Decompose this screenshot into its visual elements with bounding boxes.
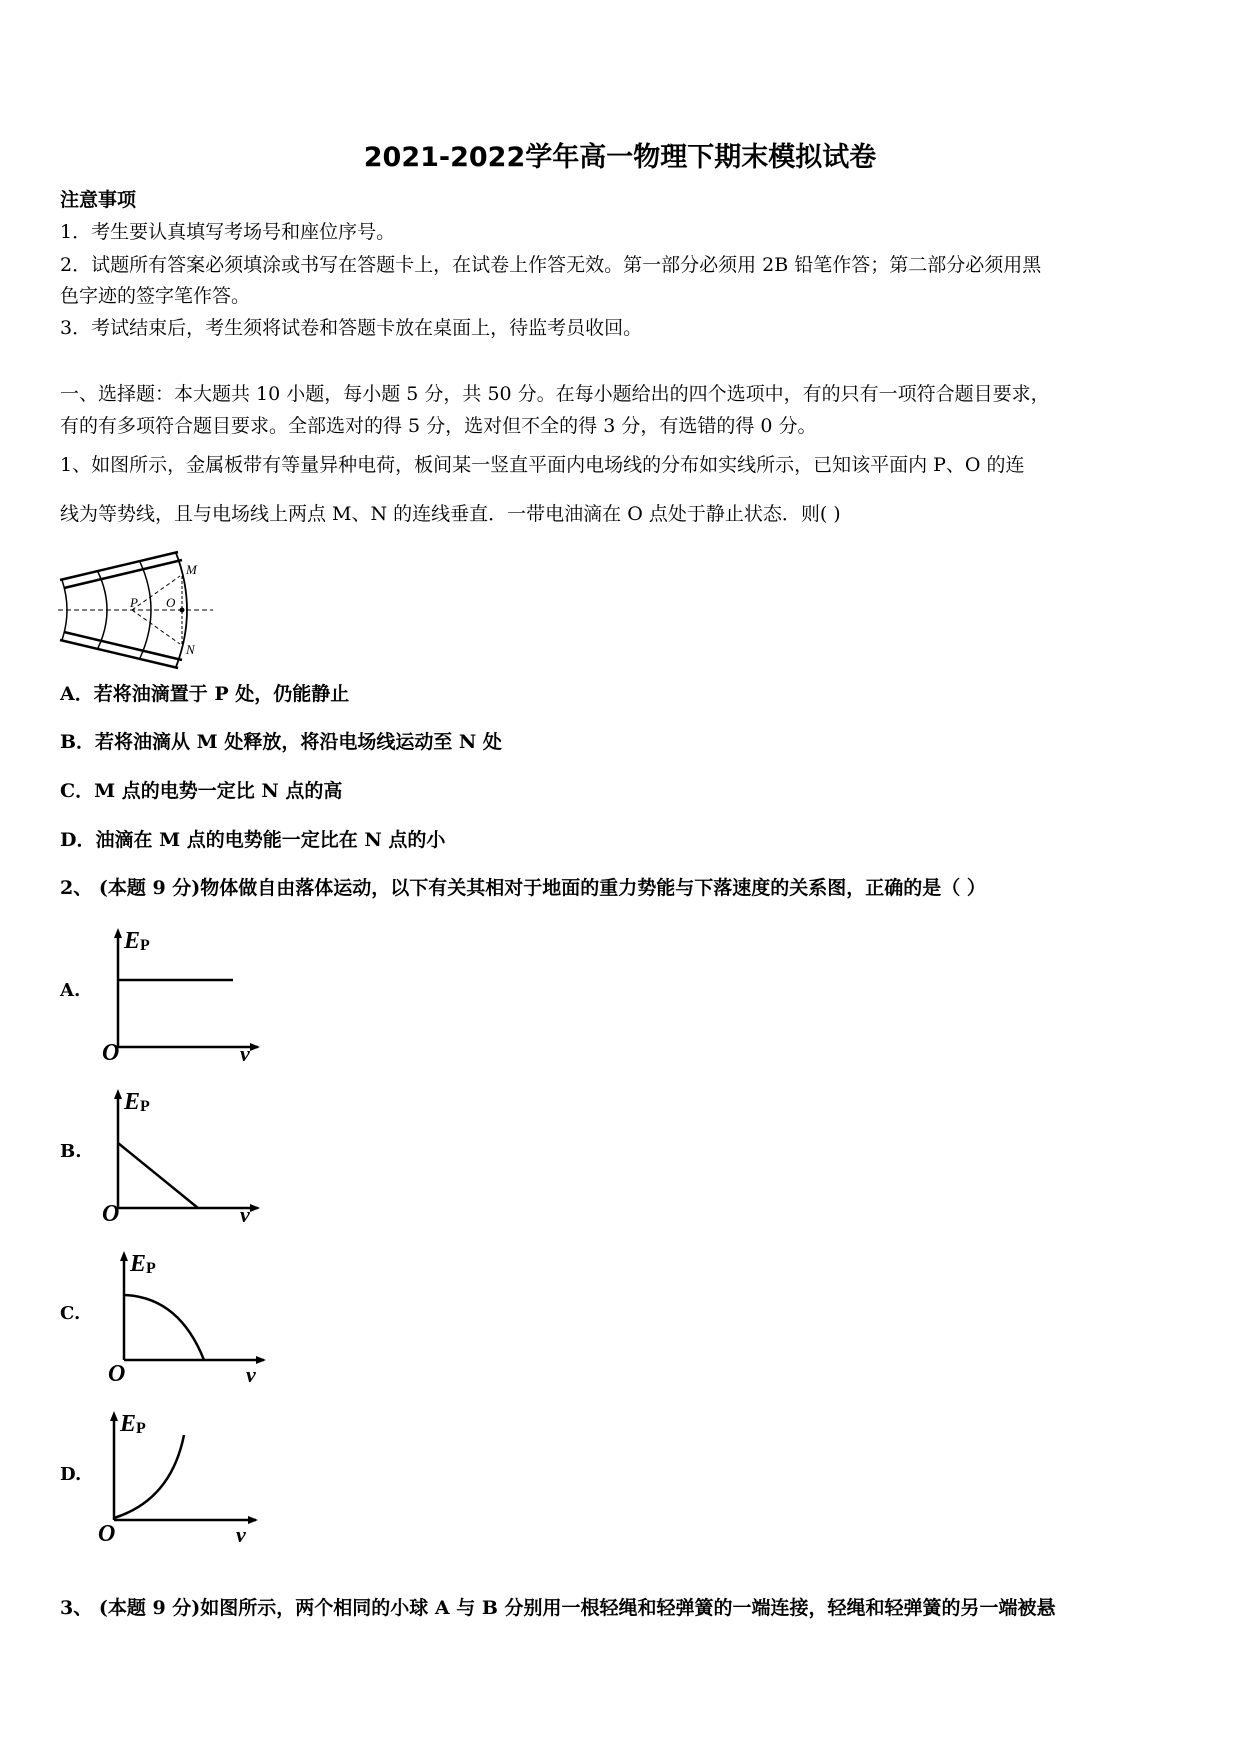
q1-option-c: C．M 点的电势一定比 N 点的高 xyxy=(60,780,343,802)
label-o: O xyxy=(166,595,176,610)
svg-text:EP: EP xyxy=(124,1089,150,1115)
svg-text:v: v xyxy=(246,1362,256,1385)
question-1-stem-1: 1、如图所示，金属板带有等量异种电荷，板间某一竖直平面内电场线的分布如实线所示，已知该平面内 P、O 的连 xyxy=(60,454,1025,476)
svg-text:EP: EP xyxy=(130,1251,156,1277)
q2-graph-d xyxy=(96,1405,266,1545)
q2-option-d-label: D. xyxy=(60,1464,82,1485)
svg-text:O: O xyxy=(102,1201,120,1223)
electric-field-figure xyxy=(58,550,218,670)
q2-graph-b xyxy=(98,1083,268,1223)
q2-option-a-label: A. xyxy=(60,980,81,1001)
svg-text:v: v xyxy=(240,1041,250,1062)
q2-option-b-label: B. xyxy=(60,1141,82,1162)
q1-option-d: D．油滴在 M 点的电势能一定比在 N 点的小 xyxy=(60,829,446,851)
svg-text:v: v xyxy=(240,1202,250,1223)
section-instructions-1: 一、选择题：本大题共 10 小题，每小题 5 分，共 50 分。在每小题给出的四个选项中，有的只有一项符合题目要求， xyxy=(60,383,1050,405)
q1-option-a: A．若将油滴置于 P 处，仍能静止 xyxy=(60,683,350,705)
q1-option-b: B．若将油滴从 M 处释放，将沿电场线运动至 N 处 xyxy=(60,731,502,753)
question-3-stem: 3、 (本题 9 分)如图所示，两个相同的小球 A 与 B 分别用一根轻绳和轻弹簧的一端连接，轻绳和轻弹簧的另一端被悬 xyxy=(60,1597,1056,1619)
svg-text:O: O xyxy=(98,1521,116,1545)
page-title: 2021-2022学年高一物理下期末模拟试卷 xyxy=(363,142,877,173)
label-n: N xyxy=(186,642,195,657)
svg-text:O: O xyxy=(102,1040,120,1062)
q2-graph-c xyxy=(104,1245,274,1385)
question-2-stem: 2、 (本题 9 分)物体做自由落体运动，以下有关其相对于地面的重力势能与下落速度的关系图，正确的是（ ） xyxy=(60,877,986,899)
label-p: P xyxy=(130,595,138,610)
q2-graph-a xyxy=(98,922,268,1062)
svg-text:EP: EP xyxy=(120,1411,146,1437)
notice-item-2: 2．试题所有答案必须填涂或书写在答题卡上，在试卷上作答无效。第一部分必须用 2B 铅笔作答；第二部分必须用黑 xyxy=(60,254,1042,276)
question-1-stem-2: 线为等势线，且与电场线上两点 M、N 的连线垂直．一带电油滴在 O 点处于静止状态．则( ) xyxy=(60,503,841,525)
notice-item-1: 1．考生要认真填写考场号和座位序号。 xyxy=(60,221,396,243)
label-m: M xyxy=(186,562,197,577)
svg-text:EP: EP xyxy=(124,928,150,954)
notice-item-2-cont: 色字迹的签字笔作答。 xyxy=(60,285,251,307)
notice-item-3: 3．考试结束后，考生须将试卷和答题卡放在桌面上，待监考员收回。 xyxy=(60,317,643,339)
svg-text:v: v xyxy=(236,1522,246,1545)
notice-heading: 注意事项 xyxy=(60,189,137,211)
q2-option-c-label: C. xyxy=(60,1303,81,1324)
svg-text:O: O xyxy=(108,1361,126,1385)
section-instructions-2: 有的有多项符合题目要求。全部选对的得 5 分，选对但不全的得 3 分，有选错的得 0 分。 xyxy=(60,415,817,437)
